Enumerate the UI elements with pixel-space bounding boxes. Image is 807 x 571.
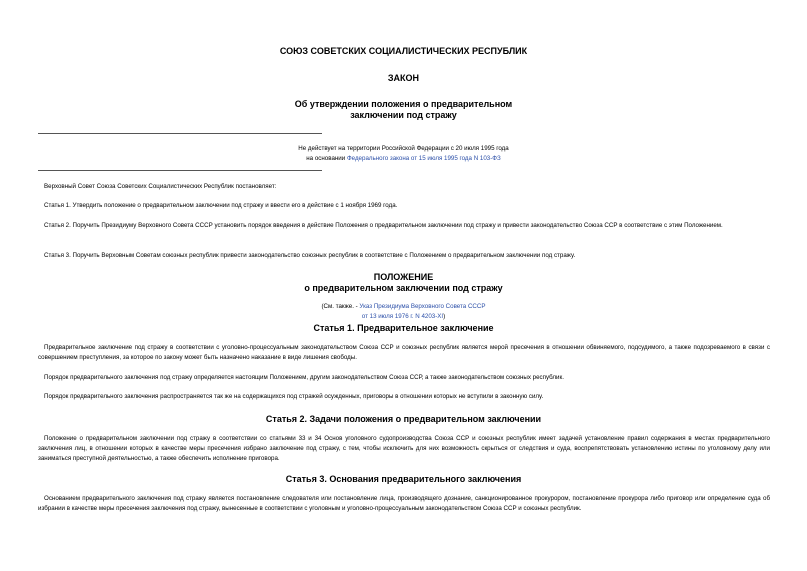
section-1-paragraph-3: Порядок предварительного заключения распространяется так же на содержащихся под стражей осужденных, приговоры в отношении которых не вступили в законную силу. [44, 393, 544, 400]
law-title-line1: Об утверждении положения о предварительном [294, 99, 513, 109]
section-3-title: Статья 3. Основания предварительного заключения [285, 474, 522, 484]
section-1-paragraph-1: Предварительное заключение под стражу в соответствии с уголовно-процессуальным законодательством Союза ССР и союзных республик является мерой пресечения в отношении обвиняемого, подсудимого, а также подозреваемого в связи с совершением преступления, за которое по закону может быть назначено наказание в виде лишения свободы. [38, 344, 770, 361]
section-2-paragraph-1: Положение о предварительном заключении под стражу в соответствии со статьями 33 и 34 Основ уголовного судопроизводства Союза ССР и союзных республик имеет задачей установление правил содержания в местах предварительного заключения лиц, в отношении которых в качестве меры пресечения избрано заключение под стражу, с тем, чтобы исключить для них возможность скрыться от следствия и суда, воспрепятствовать установлению истины по уголовному делу или заниматься преступной деятельностью, а также обеспечить исполнение приговора. [38, 435, 770, 462]
section-1-title: Статья 1. Предварительное заключение [313, 323, 494, 333]
section-2-title: Статья 2. Задачи положения о предварительном заключении [265, 414, 542, 424]
section-1-paragraph-2: Порядок предварительного заключения под стражу определяется настоящим Положением, другим законодательством Союза ССР, а также законодательством союзных республик. [44, 374, 564, 381]
article-1: Статья 1. Утвердить положение о предварительном заключении под стражу и ввести его в действие с 1 ноября 1969 года. [44, 202, 398, 209]
see-also-suffix: ) [443, 313, 446, 320]
preamble: Верховный Совет Союза Советских Социалистических Республик постановляет: [44, 183, 277, 190]
regulation-heading: ПОЛОЖЕНИЕ [373, 272, 434, 282]
status-line1: Не действует на территории Российской Федерации с 20 июля 1995 года [298, 145, 509, 152]
status-prefix: на основании [306, 155, 347, 162]
article-2: Статья 2. Поручить Президиуму Верховного Совета СССР установить порядок введения в действие Положения о предварительном заключении под стражу и привести законодательство Союза ССР в соответствие с этим Положением. [44, 222, 723, 229]
see-also-line2 [0, 312, 807, 322]
section-3-paragraph-1: Основанием предварительного заключения под стражу является постановление следователя или постановление лица, производящего дознание, санкционированное прокурором, постановление прокурора либо приговор или определение суда об избрании в качестве меры пресечения заключения под стражу, вынесенные в соответствии с уголовным и уголовно-процессуальным законодательством Союза ССР и союзных республик. [38, 495, 770, 512]
see-also-prefix: (См. также. - [321, 303, 360, 310]
bottom-divider [38, 170, 322, 171]
top-divider [38, 133, 322, 134]
regulation-subheading: о предварительном заключении под стражу [304, 283, 503, 293]
doc-type: ЗАКОН [387, 73, 420, 83]
law-title-line2: заключении под стражу [350, 110, 457, 120]
status-line2 [0, 154, 807, 164]
decree-link-2[interactable]: от 13 июля 1976 г. N 4203-XI [361, 313, 444, 320]
see-also-line1 [0, 302, 807, 312]
union-header: СОЮЗ СОВЕТСКИХ СОЦИАЛИСТИЧЕСКИХ РЕСПУБЛИК [279, 46, 528, 56]
federal-law-link[interactable]: Федерального закона от 15 июля 1995 года N 103-ФЗ [346, 155, 501, 162]
article-3: Статья 3. Поручить Верховным Советам союзных республик привести законодательство союзных республик в соответствие с Положением о предварительном заключении под стражу. [44, 252, 576, 259]
decree-link-1[interactable]: Указ Президиума Верховного Совета СССР [359, 303, 486, 310]
